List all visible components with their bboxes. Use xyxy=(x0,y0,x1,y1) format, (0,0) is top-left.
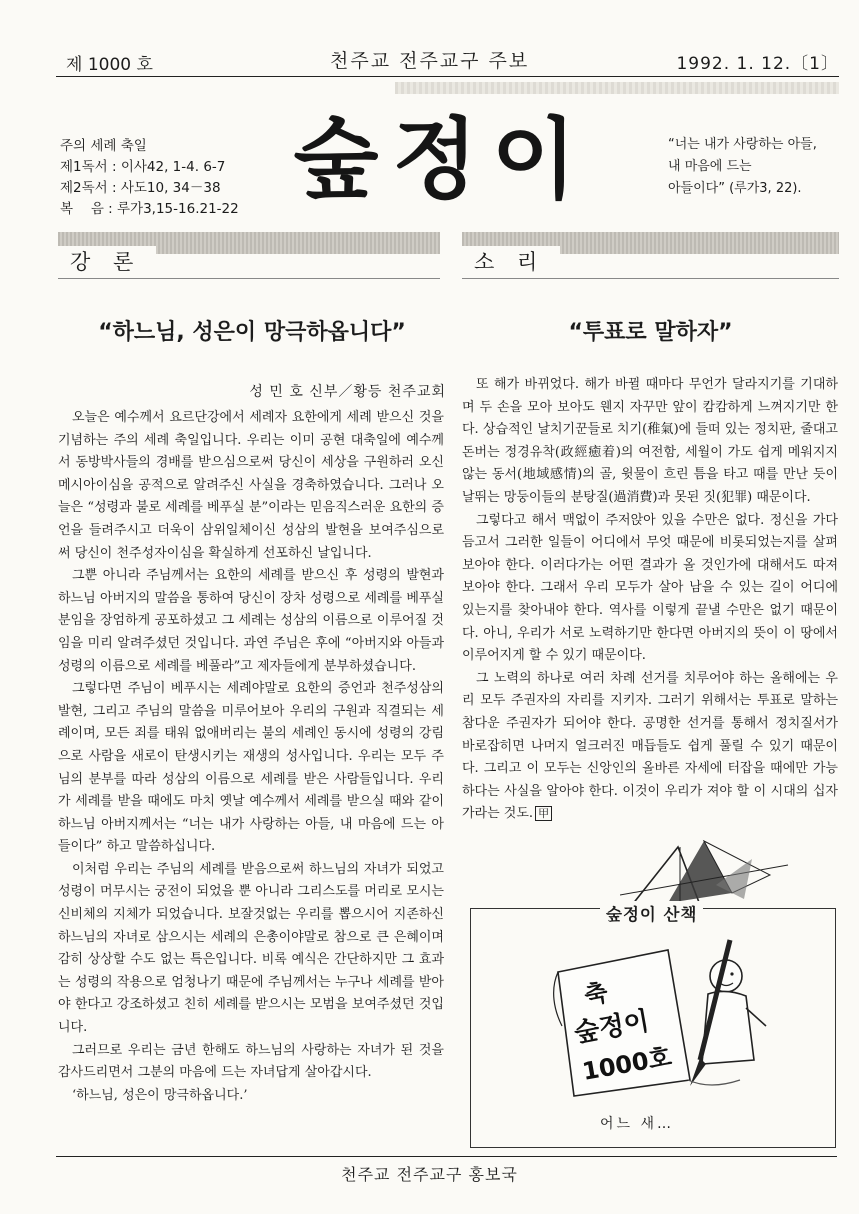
paper-title: 천주교 전주교구 주보 xyxy=(330,50,530,72)
paragraph: 그러므로 우리는 금년 한해도 하느님의 사랑하는 자녀가 된 것을 감사드리면서 그분의 마음에 드는 자녀답게 살아갑시다. xyxy=(58,1042,444,1081)
end-mark: 甲 xyxy=(535,806,552,821)
paragraph: 그렇다고 해서 맥없이 주저앉아 있을 수만은 없다. 정신을 가다듬고서 그러한 일들이 어디에서 무엇 때문에 비롯되었는지를 살펴보아야 한다. 이러다가는 어떤 결과가 올 것인가에 대해서도 따져보아야 한다. 그래서 우리 모두가 살아 남을 수 있는 길이 어디에 있는지를 찾아내야 한다. 역사를 이렇게 끝낼 수만은 없기 때문이다. 아니, 우리가 서로 노력하기만 한다면 아버지의 뜻이 이 땅에서 이루어지게 할 수 있기 때문이다. xyxy=(462,512,838,664)
section-rule-left xyxy=(58,278,440,279)
svg-text:축: 축 xyxy=(582,978,610,1010)
homily-byline: 성 민 호 신부／황등 천주교회 xyxy=(249,384,446,400)
masthead-logo xyxy=(282,106,602,206)
first-reading: 제1독서 : 이사42, 1-4. 6-7 xyxy=(60,159,226,175)
cartoon-illustration xyxy=(540,930,780,1102)
issue-number: 제 1000 호 xyxy=(66,55,153,75)
epigraph xyxy=(668,134,858,200)
paragraph: 또 해가 바뀌었다. 해가 바뀔 때마다 무언가 달라지기를 기대하며 두 손을 모아 보아도 웬지 자꾸만 앞이 캄캄하게 느껴지기만 한다. 상습적인 날치기꾼들로 치기(稚氣)에 들떠 있는 정치판, 줄대고 돈버는 정경유착(政經癒着)의 여전함, 세월이 가도 쉽게 메워지지 않는 동서(地域感情)의 골, 윗물이 흐린 틈을 타고 때를 만난 듯이 날뛰는 망둥이들의 분탕질(過消費)과 못된 짓(犯罪) 때문이다. xyxy=(462,377,838,505)
editorial-body xyxy=(462,374,838,826)
publication-date: 1992. 1. 12.〔1〕 xyxy=(676,54,839,74)
epigraph-line: 내 마음에 드는 xyxy=(668,159,752,174)
cartoon-caption: 어느 새… xyxy=(600,1116,675,1132)
svg-text:숲정이: 숲정이 xyxy=(293,108,591,206)
footer-publisher: 천주교 전주교구 홍보국 xyxy=(341,1165,518,1184)
epigraph-line: “너는 내가 사랑하는 아들, xyxy=(668,137,817,152)
cartoon-title: 숲정이 산책 xyxy=(600,901,703,925)
svg-text:1000호: 1000호 xyxy=(580,1042,674,1086)
header-rule xyxy=(56,76,839,77)
paragraph-text: 그 노력의 하나로 여러 차례 선거를 치루어야 하는 올해에는 우리 모두 주권자의 자리를 지키자. 그러기 위해서는 투표로 말하는 참다운 주권자가 되어야 한다. 공명한 선거를 통해서 정치질서가 바로잡히면 나머지 얼크러진 매듭들도 쉽게 풀릴 수 있기 때문이다. 그리고 이 모두는 신앙인의 올바른 자세에 터잡을 때에만 가능하다는 사실을 알아야 한다. 이것이 우리가 져야 할 이 시대의 십자가라는 것도. xyxy=(462,670,838,822)
footer-rule xyxy=(56,1156,837,1157)
readings-box xyxy=(60,136,239,220)
paragraph: 이처럼 우리는 주님의 세례를 받음으로써 하느님의 자녀가 되었고 성령이 머무시는 궁전이 되었을 뿐 아니라 그리스도를 머리로 모시는 신비체의 지체가 되었습니다. 보잘것없는 우리를 뽑으시어 지존하신 하느님의 자녀로 삼으시는 세례의 은총이야말로 참으로 큰 은혜이며 감히 상상할 수도 없는 특은입니다. 비록 예식은 간단하지만 그 효과는 성령의 작용으로 엄청나기 때문에 주님께서는 누구나 세례를 받아야 한다고 강조하셨고 친히 세례를 받으시는 모범을 보여주셨던 것입니다. xyxy=(58,861,444,1036)
paragraph: ‘하느님, 성은이 망극하옵니다.’ xyxy=(72,1087,248,1103)
svg-text:숲정이: 숲정이 xyxy=(572,1006,652,1049)
gospel-reading: 복 음 : 루가3,15-16.21-22 xyxy=(60,201,239,217)
epigraph-line: 아들이다” (루가3, 22). xyxy=(668,181,802,196)
second-reading: 제2독서 : 사도10, 34－38 xyxy=(60,180,221,196)
paragraph xyxy=(462,668,838,826)
header-shade-bar xyxy=(395,82,839,94)
paragraph: 오늘은 예수께서 요르단강에서 세례자 요한에게 세례 받으신 것을 기념하는 주의 세례 축일입니다. 우리는 이미 공현 대축일에 예수께서 동방박사들의 경배를 받으심으로써 당신이 세상을 구원하러 오신 메시아이심을 공적으로 알려주신 사실을 경축하였습니다. 그러나 오늘은 “성령과 불로 세례를 베푸실 분”이라는 믿음직스러운 요한의 증언을 들려주시고 더욱이 삼위일체이신 성삼의 발현을 보여주심으로써 당신이 천주성자이심을 확실하게 선포하신 날입니다. xyxy=(58,410,444,561)
homily-body xyxy=(58,407,444,1107)
editorial-title: “투표로 말하자” xyxy=(568,320,733,345)
paragraph: 그뿐 아니라 주님께서는 요한의 세례를 받으신 후 성령의 발현과 하느님 아버지의 말씀을 통하여 당신이 장차 성령으로 세례를 베푸실 분임을 장엄하게 공포하셨고 그 세례는 성삼의 이름으로 이루어질 것임을 미리 알려주셨던 것입니다. 과연 주님은 후에 “아버지와 아들과 성령의 이름으로 세례를 베풀라”고 제자들에게 분부하셨습니다. xyxy=(58,568,444,674)
feast-name: 주의 세례 축일 xyxy=(60,138,147,154)
section-rule-right xyxy=(462,278,839,279)
section-label-homily: 강 론 xyxy=(58,246,156,280)
paragraph: 그렇다면 주님이 베푸시는 세례야말로 요한의 증언과 천주성삼의 발현, 그리고 주님의 말씀을 미루어보아 우리의 구원과 직결되는 세례이며, 모든 죄를 태워 없애버리는 불의 세례인 동시에 성령의 강림으로 사람을 새로이 탄생시키는 재생의 성사입니다. 우리는 모두 주님의 분부를 따라 성삼의 이름으로 세례를 받은 사람들입니다. 우리가 세례를 받을 때에도 마치 옛날 예수께서 세례를 받으실 때와 같이 하느님 아버지께서는 “너는 내가 사랑하는 아들, 내 마음에 드는 아들이다” 하고 말씀하십니다. xyxy=(58,681,444,855)
homily-title: “하느님, 성은이 망극하옵니다” xyxy=(98,320,406,345)
section-label-voice: 소 리 xyxy=(462,246,560,280)
